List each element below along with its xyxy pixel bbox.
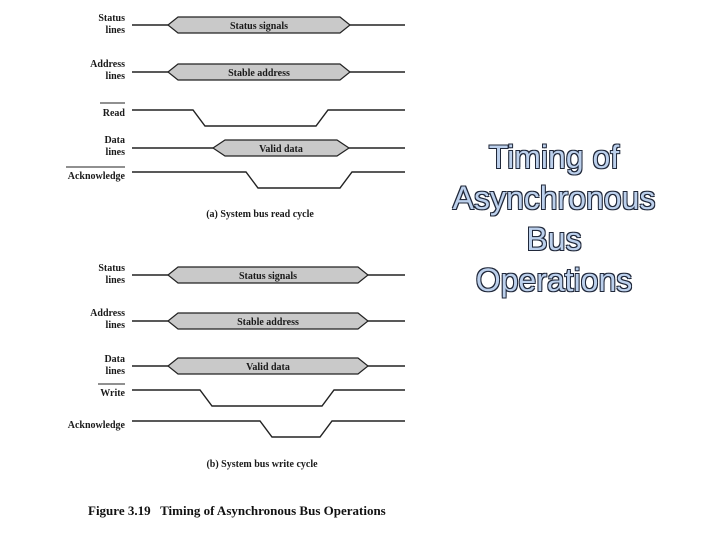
write-strobe-waveform [132,390,405,406]
read-cycle-caption: (a) System bus read cycle [206,209,314,220]
read-address-bus-text: Stable address [228,68,290,79]
write-status-label-line2: lines [105,275,125,286]
figure-caption: Figure 3.19 Timing of Asynchronous Bus Operations [88,503,386,518]
write-status-bus [132,267,405,283]
read-address-label-line1: Address [90,59,125,70]
write-data-label-line2: lines [105,366,125,377]
write-cycle-diagram [68,263,405,470]
read-status-bus-text: Status signals [229,21,289,32]
read-data-bus [132,140,405,156]
read-status-bus [132,17,405,33]
slide-title-line-2: Asynchronous [452,180,656,216]
write-address-bus-text: Stable address [237,317,299,328]
write-address-label-line1: Address [90,308,125,319]
slide-title-line-1: Timing of [488,139,620,175]
read-address-label-line2: lines [105,71,125,82]
write-acknowledge-label: Acknowledge [67,420,125,431]
read-data-label-line1: Data [104,135,125,146]
write-status-bus-text: Status signals [238,271,298,282]
read-status-label-line2: lines [105,25,125,36]
write-data-bus-text: Valid data [246,362,290,373]
read-data-label-line2: lines [105,147,125,158]
read-strobe-waveform [132,110,405,126]
slide-title-line-3: Bus [526,221,582,257]
write-data-bus [132,358,405,374]
read-signal-label: Read [102,108,125,119]
write-signal-label: Write [100,388,125,399]
read-acknowledge-label: Acknowledge [67,171,125,182]
read-data-bus-text: Valid data [259,144,303,155]
read-address-bus [132,64,405,80]
slide-title [440,137,668,301]
read-cycle-diagram [66,13,405,220]
read-acknowledge-waveform [132,172,405,188]
write-data-label-line1: Data [104,354,125,365]
write-cycle-caption: (b) System bus write cycle [206,459,318,470]
write-address-label-line2: lines [105,320,125,331]
write-address-bus [132,313,405,329]
slide-title-line-4: Operations [475,262,633,298]
write-acknowledge-waveform [132,421,405,437]
write-status-label-line1: Status [98,263,125,274]
read-status-label-line1: Status [98,13,125,24]
